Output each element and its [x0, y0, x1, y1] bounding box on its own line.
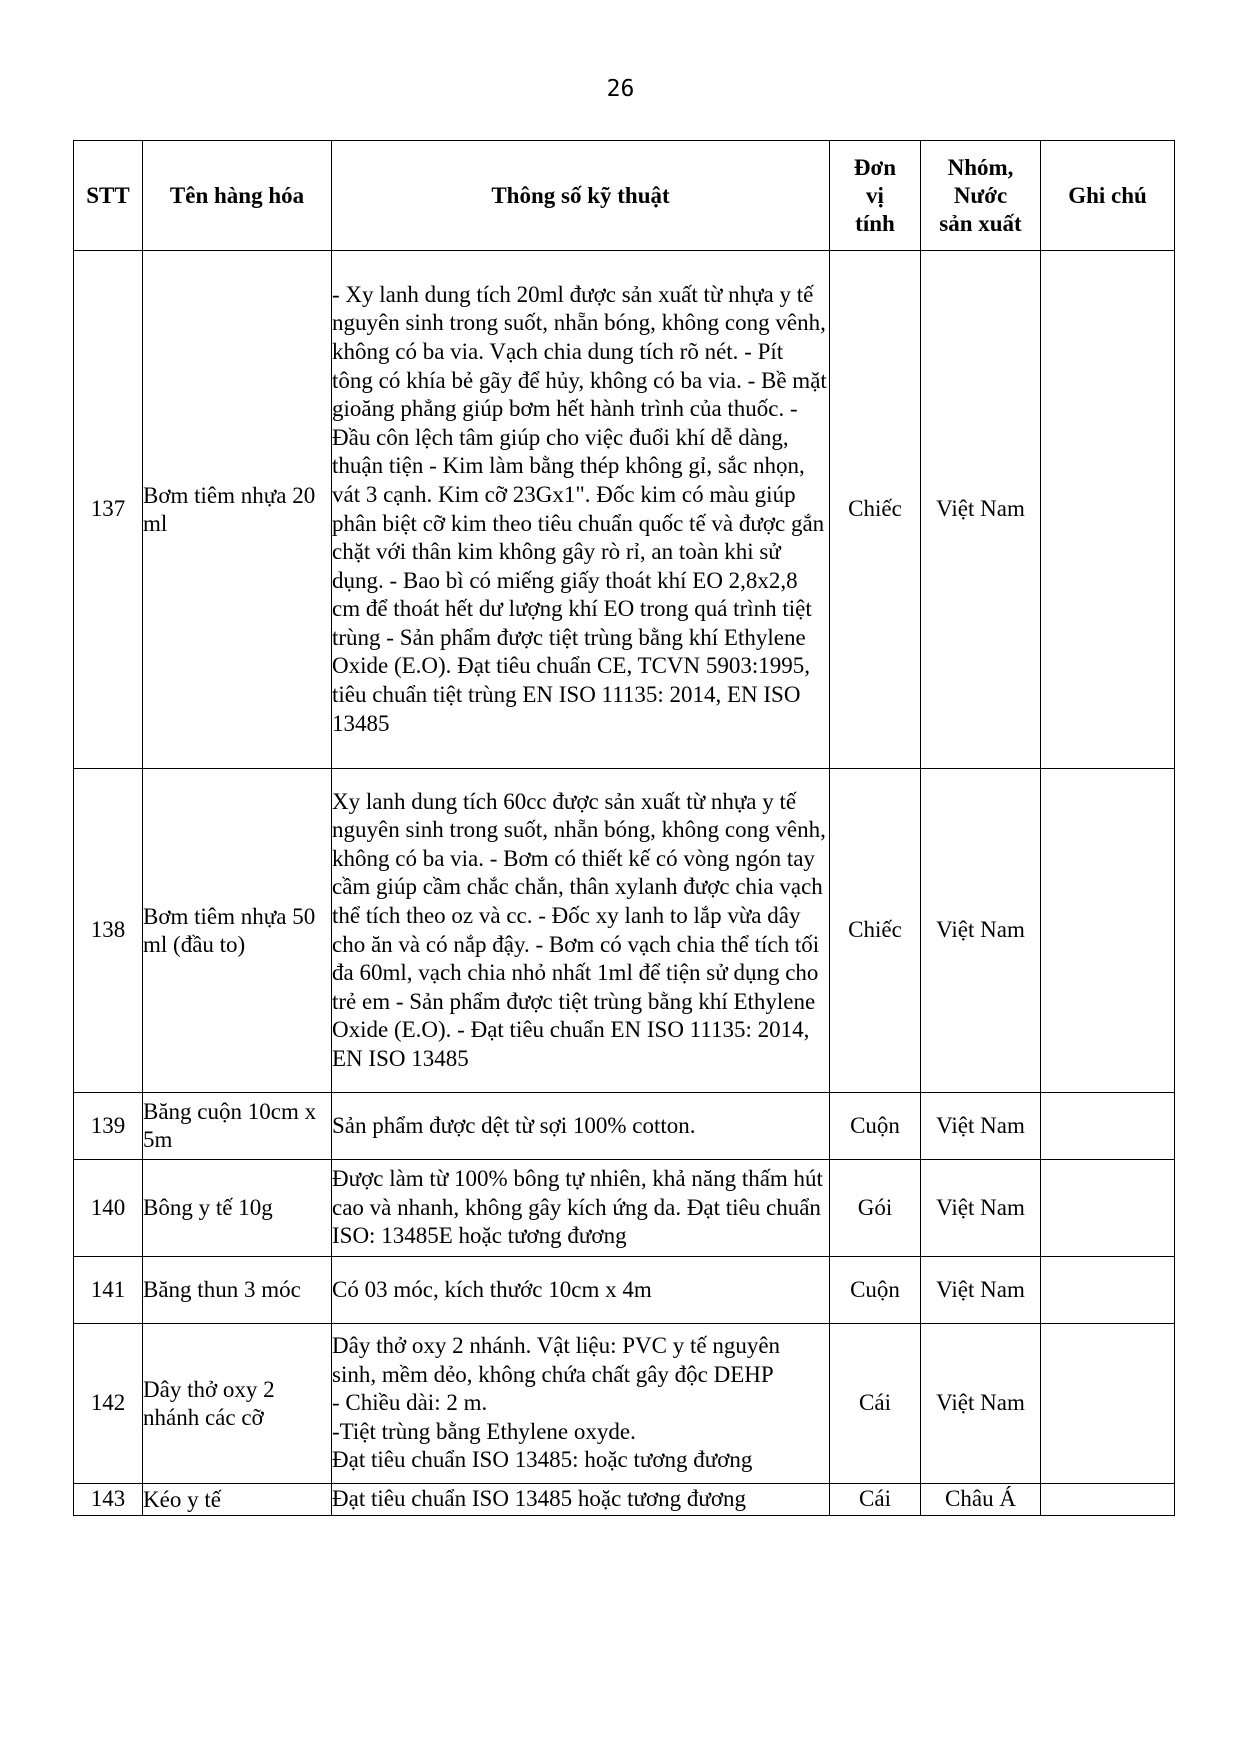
row-name: Bơm tiêm nhựa 20 ml: [143, 251, 332, 769]
table-row: [74, 769, 1175, 1093]
row-name: Bơm tiêm nhựa 50 ml (đầu to): [143, 769, 332, 1093]
row-stt: 141: [74, 1257, 143, 1324]
table-row: [74, 1160, 1175, 1257]
row-stt: 138: [74, 769, 143, 1093]
row-unit: Cái: [830, 1324, 921, 1484]
header-spec: Thông số kỹ thuật: [332, 141, 830, 251]
row-origin: Việt Nam: [921, 1160, 1041, 1257]
row-note: [1041, 1484, 1175, 1516]
header-unit: [830, 141, 921, 251]
row-note: [1041, 1257, 1175, 1324]
row-unit: Chiếc: [830, 251, 921, 769]
goods-spec-table: [73, 140, 1175, 1516]
row-origin: Việt Nam: [921, 769, 1041, 1093]
row-spec: Có 03 móc, kích thước 10cm x 4m: [332, 1257, 830, 1324]
header-name: Tên hàng hóa: [143, 141, 332, 251]
row-note: [1041, 1160, 1175, 1257]
row-stt: 142: [74, 1324, 143, 1484]
row-origin: Việt Nam: [921, 251, 1041, 769]
row-unit: Gói: [830, 1160, 921, 1257]
row-origin: Việt Nam: [921, 1324, 1041, 1484]
row-spec: Đạt tiêu chuẩn ISO 13485 hoặc tương đương: [332, 1484, 830, 1516]
table-row: [74, 1257, 1175, 1324]
row-spec: Dây thở oxy 2 nhánh. Vật liệu: PVC y tế nguyên sinh, mềm dẻo, không chứa chất gây độc DEHP - Chiều dài: 2 m. -Tiệt trùng bằng Ethylene oxyde. Đạt tiêu chuẩn ISO 13485: hoặc tương đương: [332, 1324, 830, 1484]
row-unit: Chiếc: [830, 769, 921, 1093]
row-name: Kéo y tế: [143, 1484, 332, 1516]
table-row: [74, 1484, 1175, 1516]
row-spec: Được làm từ 100% bông tự nhiên, khả năng thấm hút cao và nhanh, không gây kích ứng da. Đạt tiêu chuẩn ISO: 13485E hoặc tương đương: [332, 1160, 830, 1257]
table-row: [74, 1093, 1175, 1160]
header-note: Ghi chú: [1041, 141, 1175, 251]
header-stt: STT: [74, 141, 143, 251]
row-spec: Xy lanh dung tích 60cc được sản xuất từ nhựa y tế nguyên sinh trong suốt, nhẵn bóng, không cong vênh, không có ba via. - Bơm có thiết kế có vòng ngón tay cầm giúp cầm chắc chắn, thân xylanh được chia vạch thể tích theo oz và cc. - Đốc xy lanh to lắp vừa dây cho ăn và có nắp đậy. - Bơm có vạch chia thể tích tối đa 60ml, vạch chia nhỏ nhất 1ml để tiện sử dụng cho trẻ em - Sản phẩm được tiệt trùng bằng khí Ethylene Oxide (E.O). - Đạt tiêu chuẩn EN ISO 11135: 2014, EN ISO 13485: [332, 769, 830, 1093]
row-stt: 140: [74, 1160, 143, 1257]
row-name: Dây thở oxy 2 nhánh các cỡ: [143, 1324, 332, 1484]
row-note: [1041, 1324, 1175, 1484]
row-name: Băng thun 3 móc: [143, 1257, 332, 1324]
row-note: [1041, 251, 1175, 769]
table-row: [74, 251, 1175, 769]
row-unit: Cuộn: [830, 1257, 921, 1324]
row-name: Bông y tế 10g: [143, 1160, 332, 1257]
row-note: [1041, 769, 1175, 1093]
row-stt: 137: [74, 251, 143, 769]
row-stt: 139: [74, 1093, 143, 1160]
header-origin: [921, 141, 1041, 251]
row-name: Băng cuộn 10cm x 5m: [143, 1093, 332, 1160]
header-origin-line: Nhóm,: [947, 154, 1014, 180]
row-spec: Sản phẩm được dệt từ sợi 100% cotton.: [332, 1093, 830, 1160]
page-number: 26: [606, 76, 635, 102]
row-unit: Cuộn: [830, 1093, 921, 1160]
row-unit: Cái: [830, 1484, 921, 1516]
row-note: [1041, 1093, 1175, 1160]
row-spec: - Xy lanh dung tích 20ml được sản xuất từ nhựa y tế nguyên sinh trong suốt, nhẵn bóng, không cong vênh, không có ba via. Vạch chia dung tích rõ nét. - Pít tông có khía bẻ gãy để hủy, không có ba via. - Bề mặt gioăng phẳng giúp bơm hết hành trình của thuốc. - Đầu côn lệch tâm giúp cho việc đuổi khí dễ dàng, thuận tiện - Kim làm bằng thép không gỉ, sắc nhọn, vát 3 cạnh. Kim cỡ 23Gx1". Đốc kim có màu giúp phân biệt cỡ kim theo tiêu chuẩn quốc tế và được gắn chặt với thân kim không gây rò rỉ, an toàn khi sử dụng. - Bao bì có miếng giấy thoát khí EO 2,8x2,8 cm để thoát hết dư lượng khí EO trong quá trình tiệt trùng - Sản phẩm được tiệt trùng bằng khí Ethylene Oxide (E.O). Đạt tiêu chuẩn CE, TCVN 5903:1995, tiêu chuẩn tiệt trùng EN ISO 11135: 2014, EN ISO 13485: [332, 251, 830, 769]
row-origin: Việt Nam: [921, 1257, 1041, 1324]
table-row: [74, 1324, 1175, 1484]
header-origin-line: sản xuất: [939, 210, 1022, 236]
header-row: [74, 141, 1175, 251]
row-origin: Việt Nam: [921, 1093, 1041, 1160]
header-unit-line: Đơn: [853, 154, 897, 180]
header-origin-line: Nước: [953, 182, 1008, 208]
row-origin: Châu Á: [921, 1484, 1041, 1516]
header-unit-line: vị: [866, 182, 884, 208]
row-stt: 143: [74, 1484, 143, 1516]
header-unit-line: tính: [855, 210, 895, 236]
